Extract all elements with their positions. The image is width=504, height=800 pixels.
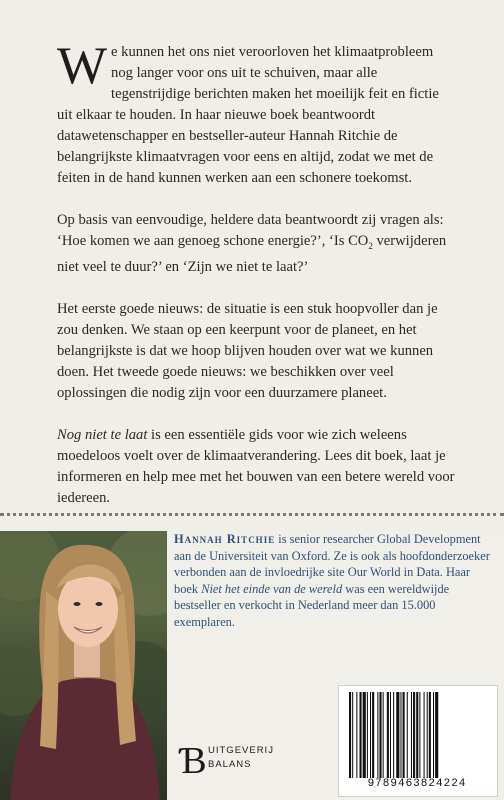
author-name: Hannah Ritchie	[174, 532, 276, 546]
author-bio	[174, 531, 496, 630]
blurb-text	[57, 37, 457, 530]
barcode-bar	[435, 692, 438, 778]
barcode-bar	[393, 692, 394, 778]
blurb-paragraph-1	[57, 37, 457, 189]
blurb-paragraph-4-text: is een essentiële gids voor wie zich weleens moedeloos voelt over de klimaatverandering. Lees dit boek, laat je informeren en help mee met het bouwen van een betere wereld voor iedereen.	[57, 426, 455, 506]
barcode-bar	[411, 692, 412, 778]
publisher-mark-icon: Ɓ	[178, 740, 207, 782]
blurb-paragraph-2-text-a: Op basis van eenvoudige, heldere data beantwoordt zij vragen als: ‘Hoe komen we aan genoeg schone energie?’, ‘Is CO	[57, 212, 444, 249]
barcode-bar	[390, 692, 391, 778]
book-title-italic: Nog niet te laat	[57, 426, 148, 443]
barcode-bar	[377, 692, 378, 778]
barcode-bar	[416, 692, 418, 778]
author-portrait-illustration	[0, 531, 167, 800]
blurb-paragraph-2	[57, 210, 457, 278]
barcode-bar	[427, 692, 428, 778]
barcode-bar	[433, 692, 434, 778]
drop-cap: W	[57, 37, 108, 95]
blurb-paragraph-4	[57, 425, 457, 509]
barcode-bar	[356, 692, 357, 778]
barcode-bar	[367, 692, 368, 778]
barcode-bar	[387, 692, 389, 778]
barcode-icon	[347, 692, 487, 778]
barcode-bar	[363, 692, 366, 778]
author-bio-text-b: was een wereldwijde bestseller en verkocht in Nederland meer dan 15.000 exemplaren.	[174, 581, 450, 629]
barcode-bar	[407, 692, 408, 778]
barcode-bar	[370, 692, 371, 778]
author-bio-text-a: is senior researcher Global Development aan de Universiteit van Oxford. Ze is ook als hoofdonderzoeker verbonden aan de invloedrijke site Our World in Data. Haar boek	[174, 532, 490, 596]
barcode-bar	[360, 692, 362, 778]
barcode-bar	[352, 692, 353, 778]
isbn-number: 9789463824224	[367, 778, 467, 790]
co2-subscript: 2	[368, 240, 373, 251]
barcode-bar	[372, 692, 374, 778]
publisher-name-line-2: BALANS	[208, 759, 252, 770]
barcode-bar	[383, 692, 384, 778]
barcode-bar	[424, 692, 425, 778]
barcode-bar	[400, 692, 401, 778]
blurb-paragraph-2-text-b: verwijderen niet veel te duur?’ en ‘Zijn we niet te laat?’	[57, 233, 447, 275]
dotted-divider	[0, 513, 504, 516]
author-photo	[0, 531, 167, 800]
barcode-bar	[349, 692, 351, 778]
blurb-paragraph-1-text: e kunnen het ons niet veroorloven het klimaatprobleem nog langer voor ons uit te schuiven, maar alle tegenstrijdige berichten maken het moeilijk feit en fictie uit elkaar te houden. In haar nieuwe boek beantwoordt datawetenschapper en bestseller-auteur Hannah Ritchie de belangrijkste klimaatvragen voor eens en altijd, zodat we met de feiten in de hand kunnen werken aan een schonere toekomst.	[57, 44, 439, 186]
publisher-name	[208, 744, 274, 772]
barcode-bar	[396, 692, 399, 778]
publisher-name-line-1: UITGEVERIJ	[208, 745, 274, 756]
previous-book-title: Niet het einde van de wereld	[201, 581, 343, 596]
blurb-paragraph-3: Het eerste goede nieuws: de situatie is een stuk hoopvoller dan je zou denken. We staan op een keerpunt voor de planeet, en het belangrijkste is dat we hoop blijven houden over wat we kunnen doen. Het tweede goede nieuws: we beschikken over veel oplossingen die nodig zijn voor een duurzamere planeet.	[57, 300, 438, 401]
barcode-bar	[379, 692, 381, 778]
isbn-barcode	[338, 685, 498, 797]
barcode-bar	[403, 692, 405, 778]
barcode-bar	[429, 692, 431, 778]
barcode-bar	[419, 692, 420, 778]
barcode-bar	[413, 692, 415, 778]
publisher-logo	[178, 738, 328, 788]
